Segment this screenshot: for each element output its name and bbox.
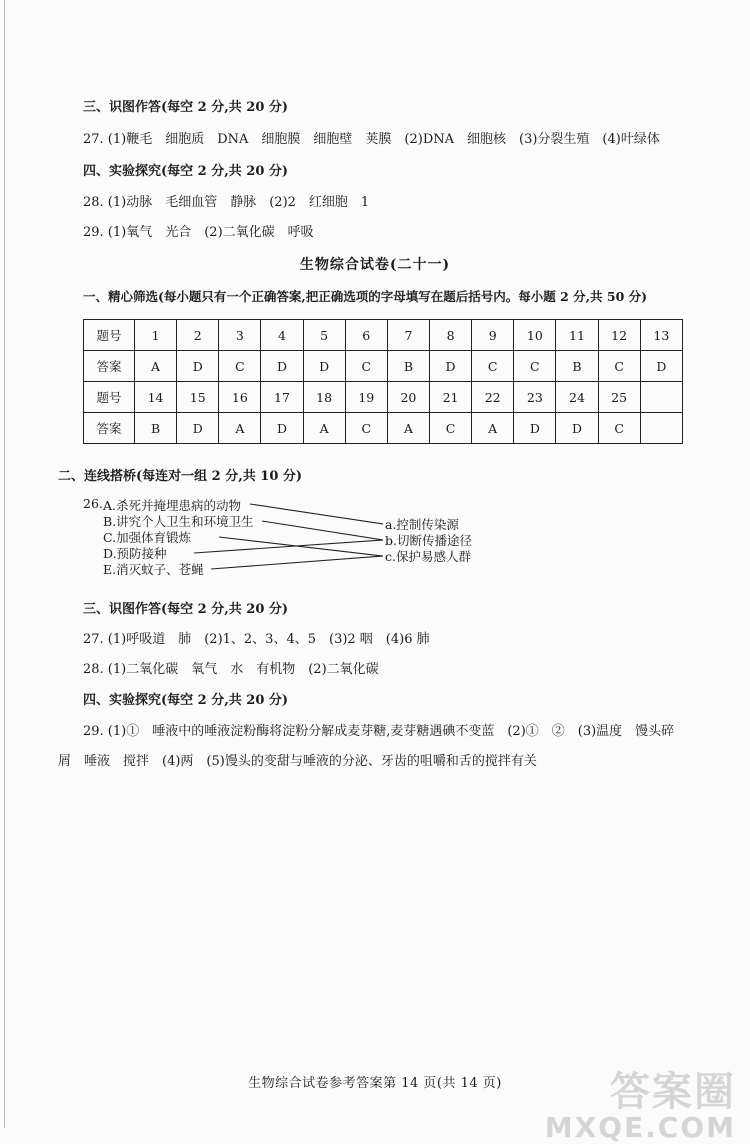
link-d xyxy=(194,540,383,553)
link-c xyxy=(219,537,383,556)
table-cell: D xyxy=(556,413,598,444)
section-4-heading-prev: 四、实验探究(每空 2 分,共 20 分) xyxy=(83,164,289,179)
page-fold-line xyxy=(4,0,5,1128)
part-3-heading: 三、识图作答(每空 2 分,共 20 分) xyxy=(83,602,289,617)
link-b xyxy=(262,521,383,540)
table-cell: A xyxy=(387,413,429,444)
table-cell: 25 xyxy=(598,382,640,413)
table-cell: 23 xyxy=(514,382,556,413)
table-cell: D xyxy=(261,413,303,444)
target-c: c.保护易感人群 xyxy=(385,549,471,564)
table-row xyxy=(84,351,683,382)
table-cell: 16 xyxy=(219,382,261,413)
option-b: B.讲究个人卫生和环境卫生 xyxy=(103,514,254,529)
answer-q28: 28. (1)二氧化碳 氧气 水 有机物 (2)二氧化碳 xyxy=(83,662,379,677)
table-cell: 11 xyxy=(556,320,598,351)
table-cell: D xyxy=(177,351,219,382)
link-e xyxy=(211,556,383,569)
watermark-title: 答案圈 xyxy=(610,1069,736,1115)
target-a: a.控制传染源 xyxy=(385,517,459,532)
table-cell: 1 xyxy=(135,320,177,351)
table-cell: C xyxy=(429,413,471,444)
option-c: C.加强体育锻炼 xyxy=(103,530,192,545)
table-label: 题号 xyxy=(84,382,135,413)
table-cell: 21 xyxy=(429,382,471,413)
table-cell: A xyxy=(472,413,514,444)
table-cell: D xyxy=(514,413,556,444)
page-footer: 生物综合试卷参考答案第 14 页(共 14 页) xyxy=(248,1076,502,1091)
table-row xyxy=(84,382,683,413)
answer-q29-line-2: 屑 唾液 搅拌 (4)两 (5)馒头的变甜与唾液的分泌、牙齿的咀嚼和舌的搅拌有关 xyxy=(58,754,537,769)
table-cell: D xyxy=(429,351,471,382)
table-cell: D xyxy=(303,351,345,382)
option-a: A.杀死并掩埋患病的动物 xyxy=(103,498,242,513)
watermark-logo xyxy=(545,1060,736,1144)
question-26-number: 26. xyxy=(83,496,103,511)
matching-diagram xyxy=(103,494,503,584)
option-e: E.消灭蚊子、苍蝇 xyxy=(103,562,204,577)
part-4-heading: 四、实验探究(每空 2 分,共 20 分) xyxy=(83,693,289,708)
answer-q28-prev: 28. (1)动脉 毛细血管 静脉 (2)2 红细胞 1 xyxy=(83,195,370,210)
option-d: D.预防接种 xyxy=(103,546,167,561)
answer-q29-prev: 29. (1)氧气 光合 (2)二氧化碳 呼吸 xyxy=(83,225,314,240)
table-cell: C xyxy=(598,413,640,444)
table-cell: 12 xyxy=(598,320,640,351)
table-cell xyxy=(640,413,682,444)
table-cell: B xyxy=(556,351,598,382)
table-cell: 5 xyxy=(303,320,345,351)
table-cell: C xyxy=(345,351,387,382)
table-cell: C xyxy=(514,351,556,382)
table-cell: C xyxy=(219,351,261,382)
table-cell: 6 xyxy=(345,320,387,351)
table-cell: A xyxy=(219,413,261,444)
table-cell: 14 xyxy=(135,382,177,413)
answer-q29-line-1: 29. (1)① 唾液中的唾液淀粉酶将淀粉分解成麦芽糖,麦芽糖遇碘不变蓝 (2)① ② (3)温度 馒头碎 xyxy=(83,724,675,739)
table-cell: 4 xyxy=(261,320,303,351)
section-3-heading-prev: 三、识图作答(每空 2 分,共 20 分) xyxy=(83,100,289,115)
table-cell: A xyxy=(303,413,345,444)
table-cell: B xyxy=(135,413,177,444)
table-label: 答案 xyxy=(84,351,135,382)
target-b: b.切断传播途径 xyxy=(385,533,472,548)
table-cell xyxy=(640,382,682,413)
table-cell: 19 xyxy=(345,382,387,413)
table-cell: 18 xyxy=(303,382,345,413)
answer-q27-prev: 27. (1)鞭毛 细胞质 DNA 细胞膜 细胞壁 荚膜 (2)DNA 细胞核 (3)分裂生殖 (4)叶绿体 xyxy=(83,132,660,147)
table-cell: 8 xyxy=(429,320,471,351)
table-cell: 2 xyxy=(177,320,219,351)
table-row xyxy=(84,413,683,444)
table-cell: D xyxy=(261,351,303,382)
table-cell: C xyxy=(345,413,387,444)
table-cell: C xyxy=(472,351,514,382)
table-cell: 15 xyxy=(177,382,219,413)
table-cell: 7 xyxy=(387,320,429,351)
table-cell: 20 xyxy=(387,382,429,413)
exam-title: 生物综合试卷(二十一) xyxy=(299,257,451,273)
part-2-heading: 二、连线搭桥(每连对一组 2 分,共 10 分) xyxy=(58,469,303,484)
answer-q27: 27. (1)呼吸道 肺 (2)1、2、3、4、5 (3)2 咽 (4)6 肺 xyxy=(83,632,430,647)
table-cell: B xyxy=(387,351,429,382)
part-1-heading: 一、精心筛选(每小题只有一个正确答案,把正确选项的字母填写在题后括号内。每小题 2 分,共 50 分) xyxy=(83,289,648,304)
table-cell: A xyxy=(135,351,177,382)
link-a xyxy=(250,504,383,524)
table-row xyxy=(84,320,683,351)
table-label: 答案 xyxy=(84,413,135,444)
answer-table xyxy=(83,319,683,444)
table-cell: 9 xyxy=(472,320,514,351)
table-cell: 22 xyxy=(472,382,514,413)
table-cell: 10 xyxy=(514,320,556,351)
table-cell: C xyxy=(598,351,640,382)
table-cell: 17 xyxy=(261,382,303,413)
table-label: 题号 xyxy=(84,320,135,351)
watermark-url: MXQE.COM xyxy=(544,1111,736,1144)
table-cell: D xyxy=(177,413,219,444)
table-cell: 24 xyxy=(556,382,598,413)
table-cell: 3 xyxy=(219,320,261,351)
table-cell: 13 xyxy=(640,320,682,351)
table-cell: D xyxy=(640,351,682,382)
